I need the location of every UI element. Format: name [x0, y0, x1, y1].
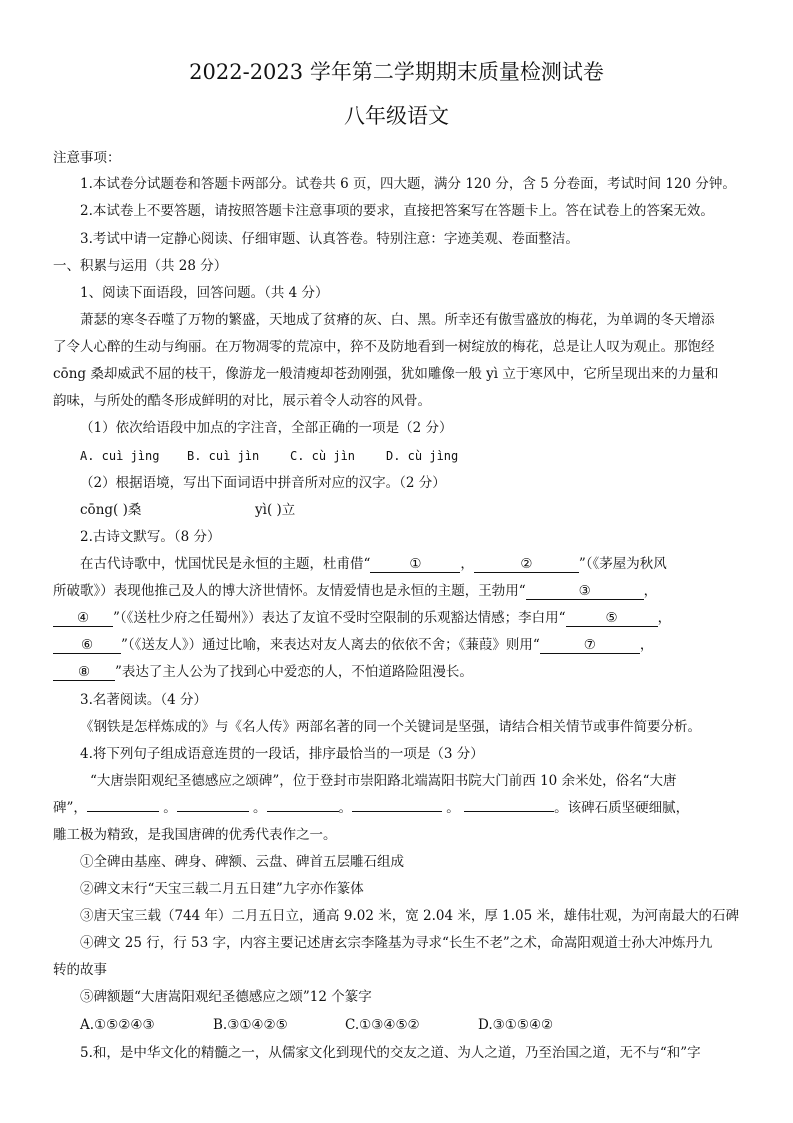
poem-text: 所破歌》）表现他推己及人的博大济世情怀。友情爱情也是永恒的主题，王勃用“	[53, 583, 526, 599]
notice-item: 1.本试卷分试题卷和答题卡两部分。试卷共 6 页，四大题，满分 120 分，含 5 分卷面，考试时间 120 分钟。	[80, 176, 736, 192]
poem-text: ，	[643, 583, 658, 599]
option-d: D. cù jìng	[386, 449, 459, 463]
fill-blank: cōng( )桑	[80, 502, 142, 518]
poem-line	[53, 635, 653, 655]
poem-text: ，	[639, 637, 654, 653]
order-blank	[352, 811, 442, 812]
poem-line	[53, 662, 473, 682]
question-title: 1、阅读下面语段，回答问题。（共 4 分）	[80, 285, 329, 301]
order-item: 转的故事	[53, 962, 107, 978]
poem-text: ”（《送杜少府之任蜀州》）表达了友谊不受时空限制的乐观豁达情感；李白用“	[113, 610, 566, 626]
poem-text: ”（《茅屋为秋风	[578, 556, 667, 572]
answer-blank: ⑤	[566, 610, 658, 627]
answer-blank: ⑦	[540, 637, 640, 654]
notice-item: 2.本试卷上不要答题，请按照答题卡注意事项的要求，直接把答案写在答题卡上。答在试卷上的答案无效。	[80, 203, 714, 219]
question-text: 5.和，是中华文化的精髓之一，从儒家文化到现代的交友之道、为人之道，乃至治国之道，无不与“和”字	[80, 1045, 701, 1061]
option-c: C.①③④⑤②	[345, 1017, 420, 1033]
order-item: ③唐天宝三载（744 年）二月五日立，通高 9.02 米，宽 2.04 米，厚 1.05 米，雄伟壮观，为河南最大的石碑	[80, 908, 739, 924]
subquestion: （2）根据语境，写出下面词语中拼音所对应的汉字。（2 分）	[80, 475, 446, 491]
order-item: ①全碑由基座、碑身、碑额、云盘、碑首五层雕石组成	[80, 854, 404, 870]
passage-line: 了令人心醉的生动与绚丽。在万物凋零的荒凉中，猝不及防地看到一树绽放的梅花，总是让人叹为观止。那饱经	[53, 339, 715, 355]
option-c: C. cù jìn	[290, 449, 356, 463]
exam-subtitle: 八年级语文	[344, 104, 449, 128]
subquestion: （1）依次给语段中加点的字注音，全部正确的一项是（2 分）	[80, 420, 453, 436]
answer-blank: ⑥	[53, 637, 121, 654]
poem-line	[53, 581, 657, 601]
passage-line: 韵味，与所处的酷冬形成鲜明的对比，展示着令人动容的风骨。	[53, 393, 431, 409]
answer-blank: ⑧	[53, 664, 115, 681]
question-text: “大唐崇阳观纪圣德感应之颂碑”，位于登封市崇阳路北端嵩阳书院大门前西 10 余米处，俗名“大唐	[90, 773, 677, 789]
option-a: A. cuì jìng	[80, 449, 160, 463]
order-item: ④碑文 25 行，行 53 字，内容主要记述唐玄宗李隆基为寻求“长生不老”之术，命嵩阳观道士孙大冲炼丹九	[80, 935, 713, 951]
poem-text: ”（《送友人》）通过比喻，来表达对友人离去的依依不舍；《蒹葭》则用“	[121, 637, 540, 653]
answer-blank: ①	[370, 556, 460, 573]
answer-blank: ④	[53, 610, 113, 627]
option-b: B.③①④②⑤	[213, 1017, 288, 1033]
order-blank	[464, 811, 554, 812]
notice-item: 3.考试中请一定静心阅读、仔细审题、认真答卷。特别注意：字迹美观、卷面整洁。	[80, 231, 579, 247]
poem-text: ，	[657, 610, 672, 626]
fill-blank: yì( )立	[255, 502, 296, 518]
answer-blank: ③	[526, 583, 644, 600]
option-d: D.③①⑤④②	[478, 1017, 554, 1033]
poem-line	[80, 554, 667, 574]
question-text: 碑”，	[53, 800, 87, 816]
passage-line: cōng 桑却威武不屈的枝干，像游龙一般清瘦却苍劲刚强，犹如雕像一般 yì 立于寒风中，它所呈现出来的力量和	[53, 366, 719, 382]
question-title: 2.古诗文默写。（8 分）	[80, 529, 221, 545]
section-heading: 一、积累与运用（共 28 分）	[53, 258, 228, 274]
order-item: ②碑文末行“天宝三载二月五日建”九字亦作篆体	[80, 881, 364, 897]
question-title: 3.名著阅读。（4 分）	[80, 692, 208, 708]
order-blank	[267, 811, 339, 812]
exam-title: 2022-2023 学年第二学期期末质量检测试卷	[189, 60, 604, 84]
notice-heading: 注意事项：	[53, 150, 121, 166]
question-title: 4.将下列句子组成语意连贯的一段话，排序最恰当的一项是（3 分）	[80, 746, 484, 762]
order-blank	[87, 811, 159, 812]
order-item: ⑤碑额题“大唐嵩阳观纪圣德感应之颂”12 个篆字	[80, 989, 372, 1005]
answer-blank: ②	[474, 556, 579, 573]
passage-line: 萧瑟的寒冬吞噬了万物的繁盛，天地成了贫瘠的灰、白、黑。所幸还有傲雪盛放的梅花，为单调的冬天增添	[80, 312, 715, 328]
option-b: B. cuì jìn	[187, 449, 260, 463]
question-text: 《钢铁是怎样炼成的》与《名人传》两部名著的同一个关键词是坚强，请结合相关情节或事件简要分析。	[80, 719, 701, 735]
option-a: A.①⑤②④③	[80, 1017, 155, 1033]
poem-text: 在古代诗歌中，忧国忧民是永恒的主题，杜甫借“	[80, 556, 371, 572]
poem-text: ，	[460, 556, 474, 572]
question-text: 。该碑石质坚硬细腻，	[554, 800, 690, 816]
order-blanks-line: 碑”， 。 。 。 。 。该碑石质坚硬细腻，	[53, 800, 690, 816]
question-text: 雕工极为精致，是我国唐碑的优秀代表作之一。	[53, 827, 337, 843]
poem-line	[53, 608, 671, 628]
poem-text: ”表达了主人公为了找到心中爱恋的人，不怕道路险阻漫长。	[115, 664, 473, 680]
order-blank	[177, 811, 249, 812]
